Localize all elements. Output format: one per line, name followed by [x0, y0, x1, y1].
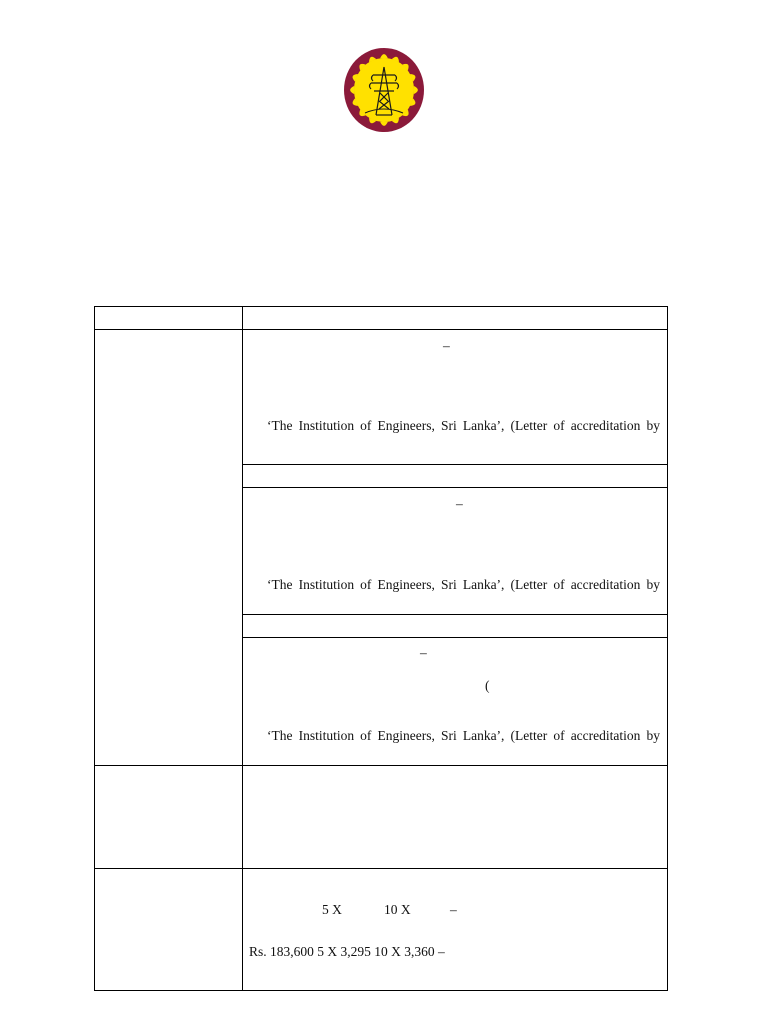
open-parenthesis: (	[485, 678, 490, 693]
requirements-table	[94, 306, 668, 991]
emblem-ring	[344, 48, 424, 132]
dash-marker: –	[450, 902, 457, 917]
organization-logo	[343, 47, 425, 133]
dash-marker: –	[443, 338, 450, 353]
dash-marker: –	[456, 496, 463, 511]
salary-scale: Rs. 183,600 5 X 3,295 10 X 3,360 –	[249, 944, 445, 959]
salary-increment-a: 5 X	[322, 902, 342, 917]
salary-increment-b: 10 X	[384, 902, 411, 917]
dash-marker: –	[420, 645, 427, 660]
accreditation-text: ‘The Institution of Engineers, Sri Lanka’, (Letter of accreditation by	[267, 577, 660, 592]
accreditation-text: ‘The Institution of Engineers, Sri Lanka’, (Letter of accreditation by	[267, 418, 660, 433]
accreditation-text: ‘The Institution of Engineers, Sri Lanka’, (Letter of accreditation by	[267, 728, 660, 743]
